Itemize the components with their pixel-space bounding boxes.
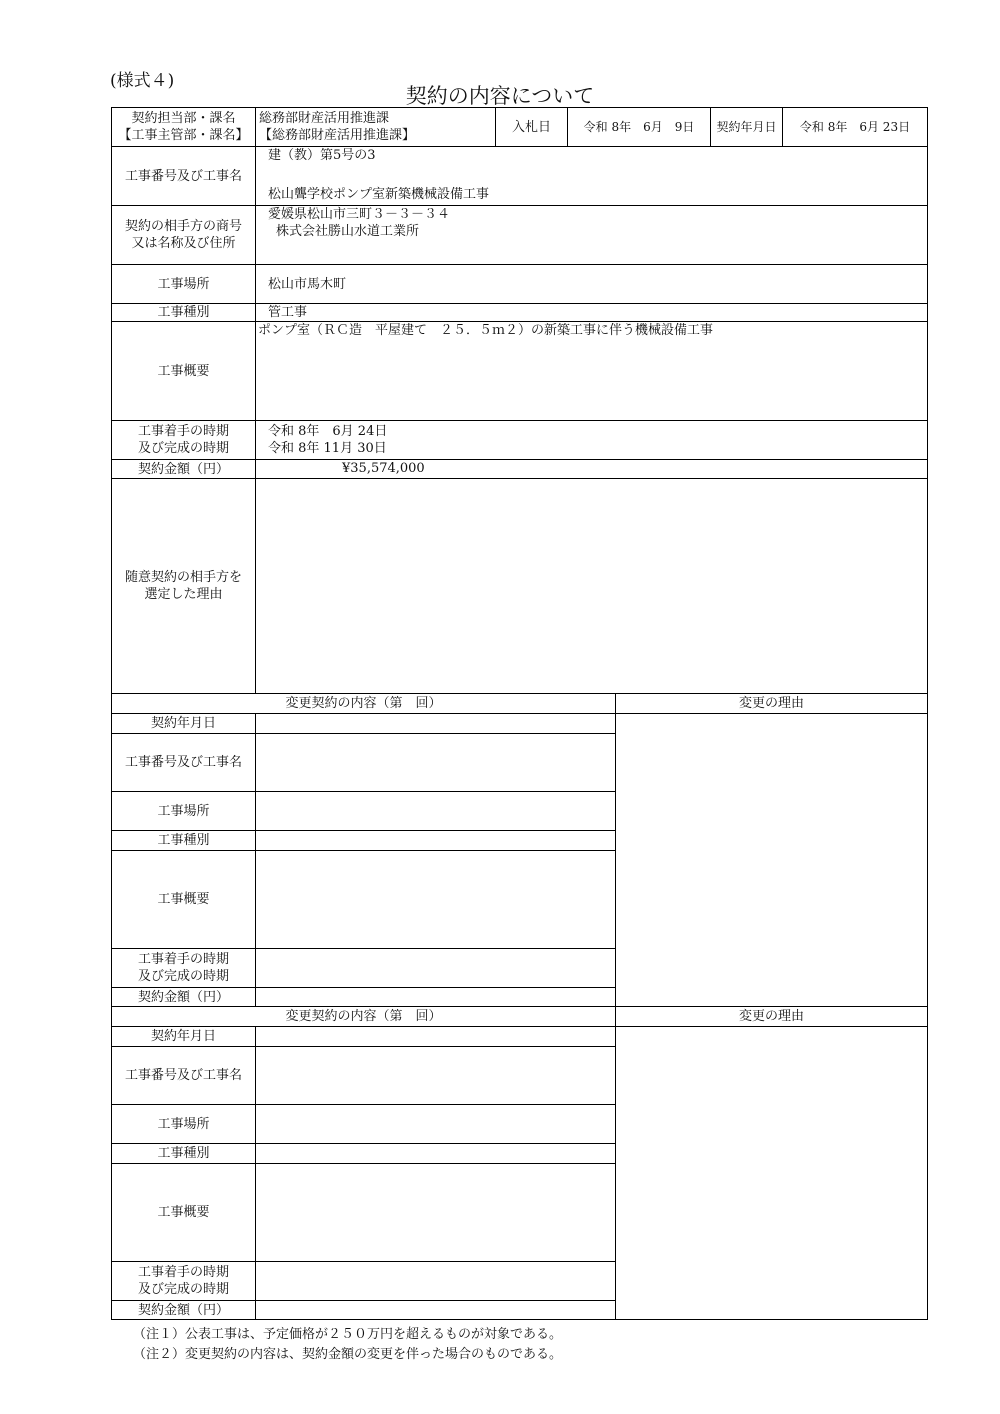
location-label: 工事場所 xyxy=(111,264,256,304)
change1-reason-header: 変更の理由 xyxy=(615,693,928,714)
work-name-value: 松山聾学校ポンプ室新築機械設備工事 xyxy=(268,187,490,202)
party-label-cell xyxy=(111,205,256,265)
reason-value-cell xyxy=(255,478,928,694)
dept-value-line2: 【総務部財産活用推進課】 xyxy=(259,128,416,143)
dept-label-line1: 契約担当部・課名 xyxy=(131,111,236,126)
change1-amount-label: 契約金額（円） xyxy=(111,987,256,1007)
party-name: 株式会社勝山水道工業所 xyxy=(276,224,420,239)
work-number-cell xyxy=(255,146,928,206)
period-start: 令和 8年 6月 24日 xyxy=(268,424,388,439)
change1-period-line2: 及び完成の時期 xyxy=(137,969,229,984)
period-label-line2: 及び完成の時期 xyxy=(137,441,229,456)
change2-period-line2: 及び完成の時期 xyxy=(137,1282,229,1297)
change2-header: 変更契約の内容（第 回） xyxy=(111,1006,616,1027)
summary-cell xyxy=(255,321,928,421)
change1-location-value xyxy=(255,791,616,831)
change2-type-label: 工事種別 xyxy=(111,1143,256,1164)
change2-period-line1: 工事着手の時期 xyxy=(137,1265,229,1280)
change1-period-line1: 工事着手の時期 xyxy=(137,952,229,967)
change2-period-value xyxy=(255,1261,616,1301)
work-number-label: 工事番号及び工事名 xyxy=(111,146,256,206)
location-cell xyxy=(255,264,928,304)
change2-summary-value xyxy=(255,1163,616,1262)
party-address: 愛媛県松山市三町３－３－３４ xyxy=(268,207,451,222)
change2-amount-value xyxy=(255,1300,616,1320)
change2-reason-cell xyxy=(615,1026,928,1320)
bid-date-value: 令和 8年 6月 9日 xyxy=(567,107,711,147)
change1-summary-value xyxy=(255,850,616,949)
change1-period-value xyxy=(255,948,616,988)
change1-work-value xyxy=(255,733,616,792)
party-cell xyxy=(255,205,928,265)
change2-work-label: 工事番号及び工事名 xyxy=(111,1046,256,1105)
work-number-value: 建（教）第5号の3 xyxy=(268,148,376,163)
change2-summary-label: 工事概要 xyxy=(111,1163,256,1262)
change1-period-label xyxy=(111,948,256,988)
change1-summary-label: 工事概要 xyxy=(111,850,256,949)
change1-reason-cell xyxy=(615,713,928,1007)
dept-label-line2: 【工事主管部・課名】 xyxy=(118,128,249,143)
type-value: 管工事 xyxy=(268,305,308,320)
change2-work-value xyxy=(255,1046,616,1105)
party-label-line1: 契約の相手方の商号 xyxy=(124,219,242,234)
period-cell xyxy=(255,420,928,460)
dept-value-line1: 総務部財産活用推進課 xyxy=(259,111,390,126)
amount-label: 契約金額（円） xyxy=(111,459,256,479)
reason-label-line2: 選定した理由 xyxy=(144,587,223,602)
note-2: （注２）変更契約の内容は、契約金額の変更を伴った場合のものである。 xyxy=(133,1347,563,1362)
note-1: （注１）公表工事は、予定価格が２５０万円を超えるものが対象である。 xyxy=(133,1327,563,1342)
form-number-label: (様式４) xyxy=(110,71,175,91)
change1-type-value xyxy=(255,830,616,851)
change2-reason-header: 変更の理由 xyxy=(615,1006,928,1027)
change2-location-value xyxy=(255,1104,616,1144)
document-title: 契約の内容について xyxy=(405,84,595,108)
period-label-line1: 工事着手の時期 xyxy=(137,424,229,439)
bid-date-label: 入札日 xyxy=(495,107,568,147)
change1-date-label: 契約年月日 xyxy=(111,713,256,734)
reason-label-cell xyxy=(111,478,256,694)
change2-date-label: 契約年月日 xyxy=(111,1026,256,1047)
contract-date-value: 令和 8年 6月 23日 xyxy=(782,107,928,147)
amount-value: ¥35,574,000 xyxy=(342,461,425,476)
reason-label-line1: 随意契約の相手方を xyxy=(124,570,242,585)
summary-label: 工事概要 xyxy=(111,321,256,421)
change2-amount-label: 契約金額（円） xyxy=(111,1300,256,1320)
contract-date-label: 契約年月日 xyxy=(710,107,783,147)
dept-label-cell xyxy=(111,107,256,147)
change2-type-value xyxy=(255,1143,616,1164)
type-cell xyxy=(255,303,928,322)
change1-type-label: 工事種別 xyxy=(111,830,256,851)
change1-date-value xyxy=(255,713,616,734)
dept-value-cell xyxy=(255,107,496,147)
type-label: 工事種別 xyxy=(111,303,256,322)
change2-location-label: 工事場所 xyxy=(111,1104,256,1144)
period-label-cell xyxy=(111,420,256,460)
location-value: 松山市馬木町 xyxy=(268,276,347,292)
change2-date-value xyxy=(255,1026,616,1047)
party-label-line2: 又は名称及び住所 xyxy=(131,236,236,251)
change1-header: 変更契約の内容（第 回） xyxy=(111,693,616,714)
change2-period-label xyxy=(111,1261,256,1301)
change1-amount-value xyxy=(255,987,616,1007)
amount-cell xyxy=(255,459,928,479)
period-end: 令和 8年 11月 30日 xyxy=(268,441,387,456)
change1-location-label: 工事場所 xyxy=(111,791,256,831)
summary-value: ポンプ室（ＲＣ造 平屋建て ２５．５ｍ２）の新築工事に伴う機械設備工事 xyxy=(258,323,714,338)
change1-work-label: 工事番号及び工事名 xyxy=(111,733,256,792)
